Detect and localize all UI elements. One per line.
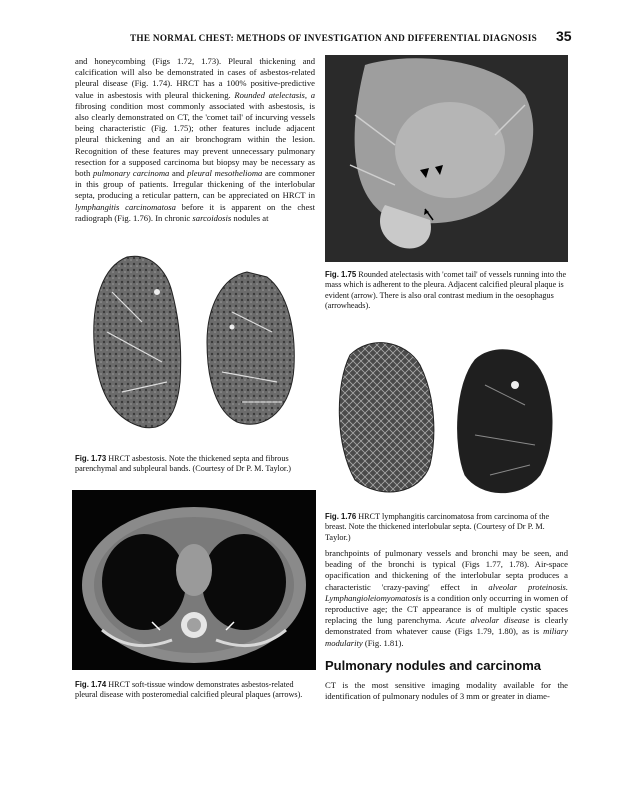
para1-text-d: before it is apparent on the chest radiograph (Fig. 1.76). In chronic xyxy=(75,201,315,223)
para1-term-pulmonary-carcinoma: pulmonary carcinoma xyxy=(92,168,170,179)
para1-term-sarcoidosis: sarcoidosis xyxy=(192,212,232,223)
figure-1-76-text: HRCT lymphangitis carcinomatosa from carcinoma of the breast. Note the thickened interlobular septa. (Courtesy of Dr P. M. Taylor.) xyxy=(325,512,550,542)
hrct-asbestosis-scan xyxy=(72,232,317,444)
para2-term-miliary-modularity: miliary modularity xyxy=(325,626,568,648)
paragraph-3: CT is the most sensitive imaging modality available for the identification of pulmonary nodules of 3 mm or greater in diame- xyxy=(325,680,568,702)
para1-text-b: fibrosing condition most commonly associated with asbestosis, is also clearly demonstrated on CT, the 'comet tail' of incurving vessels being characteristic (Fig. 1.75); other features include adjacent pleural thickening and an air bronchogram within the lesion. Recognition of these features may prevent unnecessary pulmonary resection for a supposed carcinoma but biopsy may be necessary as both xyxy=(75,100,315,179)
ct-soft-tissue-scan xyxy=(72,490,316,670)
figure-1-75-image xyxy=(325,55,568,262)
figure-1-74-caption xyxy=(75,680,315,701)
para2-text-b: is a condition only occurring in women of reproductive age; the CT appearance is of multiple cystic spaces replacing the lung parenchyma. xyxy=(325,592,568,626)
para1-text-and: and xyxy=(169,168,188,179)
figure-1-73-text: HRCT asbestosis. Note the thickened septa and fibrous parenchymal and subpleural bands. (Courtesy of Dr P. M. Taylor.) xyxy=(75,454,291,474)
figure-1-75-caption xyxy=(325,270,568,312)
figure-1-74-image xyxy=(72,490,316,670)
running-title: THE NORMAL CHEST: METHODS OF INVESTIGATION AND DIFFERENTIAL DIAGNOSIS xyxy=(130,33,537,43)
figure-1-73-label: Fig. 1.73 xyxy=(75,454,107,463)
paragraph-2 xyxy=(325,548,568,649)
para1-text-c: are commoner in this group of patients. Irregular thickening of the interlobular septa, producing a reticular pattern, can be appreciated on HRCT in xyxy=(75,168,315,201)
ct-rounded-atelectasis-scan xyxy=(325,55,568,262)
para2-term-lam: Lymphangioleiomyomatosis xyxy=(325,592,422,603)
figure-1-74-label: Fig. 1.74 xyxy=(75,680,107,689)
figure-1-76-image xyxy=(325,325,568,503)
para2-text-a: branchpoints of pulmonary vessels and bronchi may be seen, and beading of the bronchi is typical (Figs 1.77, 1.78). Air-space opacification and thickening of the interlobular septa produces a characteristic 'crazy-paving' effect in xyxy=(325,548,568,592)
para1-text-a: and honeycombing (Figs 1.72, 1.73). Pleural thickening and calcification will also be demonstrated in cases of asbestos-related pleural disease (Fig. 1.74). HRCT has a 100% positive-predictive value in asbestosis with pleural thickening. xyxy=(75,56,315,100)
figure-1-76-caption xyxy=(325,512,568,543)
hrct-lymphangitis-scan xyxy=(325,325,568,503)
figure-1-75-label: Fig. 1.75 xyxy=(325,270,357,279)
para2-term-acute-alveolar-disease: Acute alveolar disease xyxy=(446,615,530,626)
para2-text-d: (Fig. 1.81). xyxy=(362,637,404,648)
para1-term-rounded-atelectasis: Rounded atelectasis, a xyxy=(234,89,315,100)
figure-1-74-text: HRCT soft-tissue window demonstrates asbestos-related pleural disease with posteromedial calcified pleural plaques (arrows). xyxy=(75,680,303,700)
figure-1-75-text: Rounded atelectasis with 'comet tail' of vessels running into the mass which is adherent to the pleura. Adjacent calcified pleural plaque is evident (arrow). There is also oral contrast medium in the oesophagus (arrowheads). xyxy=(325,270,567,311)
para1-text-e: nodules at xyxy=(231,212,269,223)
figure-1-73-image xyxy=(72,232,317,444)
para2-term-alveolar-proteinosis: alveolar proteinosis. xyxy=(488,581,568,592)
section-heading: Pulmonary nodules and carcinoma xyxy=(325,658,541,673)
figure-1-76-label: Fig. 1.76 xyxy=(325,512,357,521)
para1-term-pleural-mesothelioma: pleural mesothelioma xyxy=(187,168,263,179)
para1-term-lymphangitis: lymphangitis carcinomatosa xyxy=(75,201,176,212)
figure-1-73-caption xyxy=(75,454,315,475)
para2-text-c: is clearly demonstrated from whatever cause (Figs 1.79, 1.80), as is xyxy=(325,615,568,637)
paragraph-1 xyxy=(75,56,315,224)
page-number: 35 xyxy=(556,28,572,44)
